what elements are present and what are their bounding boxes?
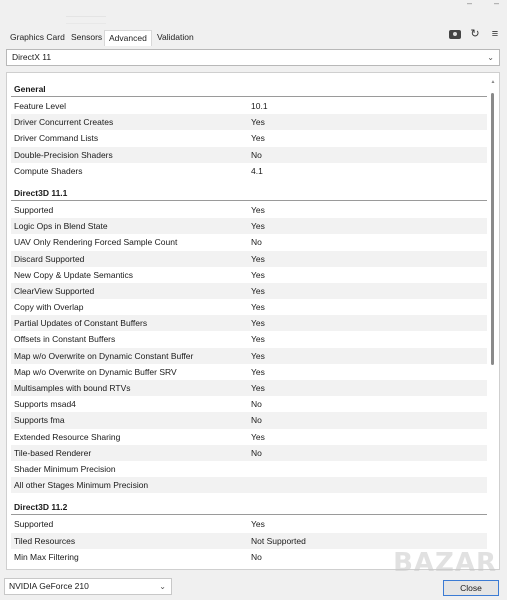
scroll-up-icon[interactable]: ▲ — [490, 79, 496, 85]
property-label: Offsets in Constant Buffers — [14, 334, 116, 345]
bottom-bar — [0, 576, 507, 600]
property-value: No — [251, 415, 262, 426]
tab-validation[interactable]: Validation — [157, 32, 194, 42]
property-row — [11, 461, 487, 477]
section-title: Direct3D 11.2 — [14, 502, 68, 513]
property-value: Yes — [251, 204, 265, 215]
property-value: No — [251, 551, 262, 562]
property-row — [11, 98, 487, 114]
property-label: Tile-based Renderer — [14, 447, 92, 458]
tab-bar — [0, 26, 507, 46]
property-label: All other Stages Minimum Precision — [14, 480, 149, 491]
property-label: Logic Ops in Blend State — [14, 221, 108, 232]
property-row — [11, 516, 487, 532]
property-value: Yes — [251, 350, 265, 361]
tab-sensors[interactable]: Sensors — [71, 32, 103, 42]
property-row — [11, 299, 487, 315]
property-value: Not Supported — [251, 535, 306, 546]
property-row — [11, 445, 487, 461]
api-select[interactable] — [6, 49, 500, 66]
properties-panel — [6, 72, 500, 570]
camera-icon[interactable] — [449, 28, 461, 40]
property-value: Yes — [251, 366, 265, 377]
property-value: Yes — [251, 117, 265, 128]
property-value: Yes — [251, 133, 265, 144]
property-label: Driver Command Lists — [14, 133, 99, 144]
property-row — [11, 364, 487, 380]
property-row — [11, 251, 487, 267]
property-label: Feature Level — [14, 101, 66, 111]
section-title: General — [14, 84, 46, 94]
section-header — [11, 183, 487, 201]
property-label: Copy with Overlap — [14, 302, 84, 313]
property-row — [11, 315, 487, 331]
property-value: No — [251, 399, 262, 410]
property-value: No — [251, 149, 262, 160]
property-row — [11, 234, 487, 250]
property-row — [11, 114, 487, 130]
refresh-icon[interactable]: ↻ — [470, 28, 480, 40]
property-label: Map w/o Overwrite on Dynamic Buffer SRV — [14, 366, 177, 377]
property-label: Supports msad4 — [14, 399, 76, 410]
property-row — [11, 477, 487, 493]
gpu-select-value: NVIDIA GeForce 210 — [9, 581, 89, 591]
property-label: Min Max Filtering — [14, 551, 79, 562]
property-label: Extended Resource Sharing — [14, 431, 121, 442]
property-label: Tiled Resources — [14, 535, 76, 546]
property-value: Yes — [251, 285, 265, 296]
title-bar — [0, 0, 507, 26]
property-value: Yes — [251, 269, 265, 280]
property-label: Double-Precision Shaders — [14, 149, 113, 160]
property-row — [11, 163, 487, 179]
property-label: UAV Only Rendering Forced Sample Count — [14, 237, 178, 248]
properties-list — [11, 79, 487, 565]
hamburger-menu-icon[interactable]: ≡ — [491, 28, 499, 40]
section-header — [11, 79, 487, 97]
property-row — [11, 283, 487, 299]
property-row — [11, 412, 487, 428]
property-value: 10.1 — [251, 101, 268, 111]
api-select-value: DirectX 11 — [12, 52, 52, 62]
window-controls — [467, 0, 499, 8]
property-row — [11, 348, 487, 364]
title-ghost-2 — [66, 18, 106, 24]
property-row — [11, 331, 487, 347]
property-row — [11, 429, 487, 445]
property-label: Partial Updates of Constant Buffers — [14, 318, 148, 329]
property-value: Yes — [251, 519, 265, 530]
close-button[interactable]: Close — [443, 580, 499, 596]
property-value: Yes — [251, 302, 265, 313]
property-label: Compute Shaders — [14, 165, 83, 176]
property-label: Supported — [14, 519, 54, 530]
property-row — [11, 267, 487, 283]
property-value: 4.1 — [251, 165, 263, 176]
scrollbar[interactable] — [490, 79, 496, 565]
toolbar — [449, 28, 501, 40]
property-label: Multisamples with bound RTVs — [14, 383, 131, 393]
property-row — [11, 218, 487, 234]
property-row — [11, 202, 487, 218]
section-title: Direct3D 11.1 — [14, 187, 68, 198]
property-value: Yes — [251, 253, 265, 264]
title-ghost — [66, 3, 106, 17]
property-row — [11, 533, 487, 549]
section-header — [11, 497, 487, 515]
watermark-logo: BAZAR — [393, 548, 497, 578]
property-label: Map w/o Overwrite on Dynamic Constant Buffer — [14, 350, 194, 361]
chevron-down-icon: ⌄ — [159, 582, 166, 591]
tab-advanced[interactable]: Advanced — [104, 30, 152, 46]
property-label: New Copy & Update Semantics — [14, 269, 134, 280]
property-value: No — [251, 447, 262, 458]
property-value: Yes — [251, 383, 265, 393]
property-value: Yes — [251, 221, 265, 232]
property-value: No — [251, 237, 262, 248]
maximize-icon[interactable]: – — [493, 0, 499, 8]
property-label: Supported — [14, 204, 54, 215]
property-value: Yes — [251, 318, 265, 329]
property-row — [11, 147, 487, 163]
property-row — [11, 130, 487, 146]
property-row — [11, 380, 487, 396]
property-label: ClearView Supported — [14, 285, 95, 296]
minimize-icon[interactable]: – — [466, 0, 472, 8]
property-label: Shader Minimum Precision — [14, 463, 116, 474]
tab-graphics-card[interactable]: Graphics Card — [10, 32, 65, 42]
property-label: Discard Supported — [14, 253, 85, 264]
property-value: Yes — [251, 334, 265, 345]
property-row — [11, 396, 487, 412]
scrollbar-thumb[interactable] — [491, 93, 494, 365]
property-label: Driver Concurrent Creates — [14, 117, 114, 128]
property-label: Supports fma — [14, 415, 65, 426]
property-value: Yes — [251, 431, 265, 442]
gpu-select[interactable] — [4, 578, 172, 595]
chevron-down-icon: ⌄ — [487, 53, 494, 62]
